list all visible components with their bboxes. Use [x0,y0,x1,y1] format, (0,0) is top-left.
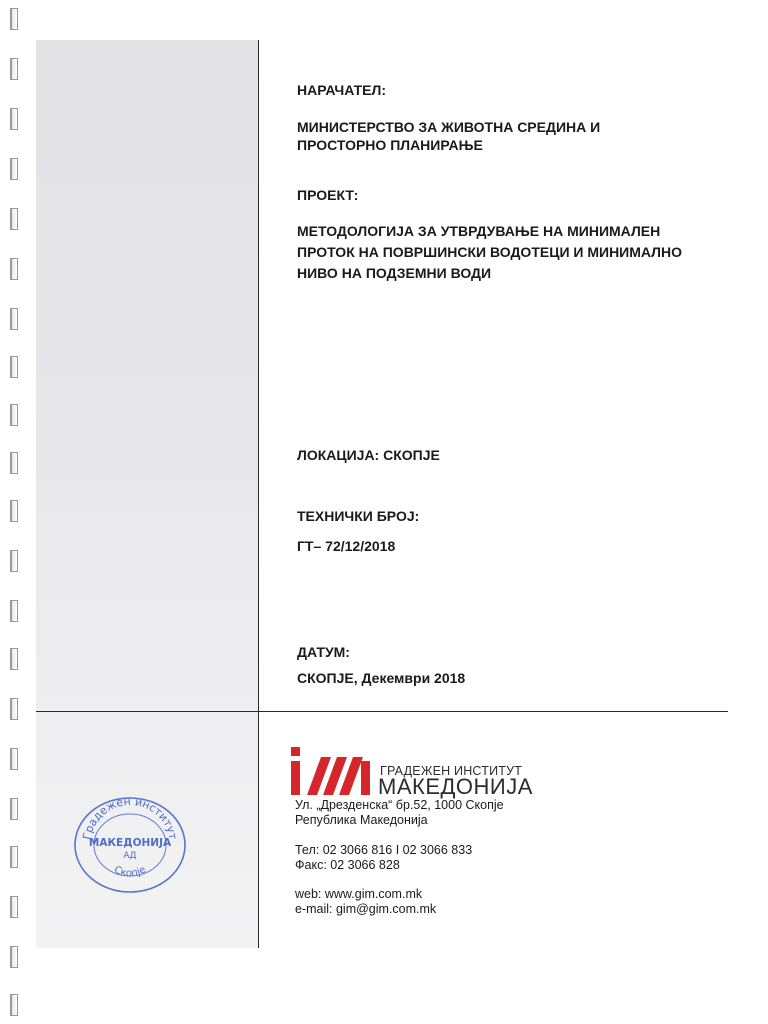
stamp-center-line2: АД [123,851,137,861]
binding-hole [10,258,18,280]
project-heading: ПРОЕКТ: [297,187,359,203]
binding-hole [10,846,18,868]
binding-hole [10,896,18,918]
binding-hole [10,500,18,522]
binding-hole [10,404,18,426]
company-email: e-mail: gim@gim.com.mk [295,902,437,916]
binding-hole [10,108,18,130]
binding-hole [10,798,18,820]
binding-hole [10,946,18,968]
binding-hole [10,58,18,80]
binding-hole [10,600,18,622]
location: ЛОКАЦИЈА: СКОПЈЕ [297,447,440,463]
binding-hole [10,208,18,230]
client-name-line2: ПРОСТОРНО ПЛАНИРАЊЕ [297,137,483,153]
stamp-bottom-text: Скопје [112,864,148,880]
binding-hole [10,308,18,330]
company-stamp [72,795,188,895]
client-heading: НАРАЧАТЕЛ: [297,82,386,98]
company-address: Ул. „Дрезденска“ бр.52, 1000 Скопје [295,798,504,812]
stamp-center-line1: МАКЕДОНИЈА [88,837,172,849]
company-phone: Тел: 02 3066 816 I 02 3066 833 [295,843,473,857]
technical-number-heading: ТЕХНИЧКИ БРОЈ: [297,508,420,524]
technical-number: ГТ– 72/12/2018 [297,538,396,554]
binding-hole [10,158,18,180]
binding-hole [10,8,18,30]
date-heading: ДАТУМ: [297,644,350,660]
binding-hole [10,550,18,572]
project-title-line3: НИВО НА ПОДЗЕМНИ ВОДИ [297,265,492,281]
company-name-line2: МАКЕДОНИЈА [378,774,533,799]
company-name-line1: ГРАДЕЖЕН ИНСТИТУТ [380,764,523,778]
project-title-line1: МЕТОДОЛОГИЈА ЗА УТВРДУВАЊЕ НА МИНИМАЛЕН [297,223,661,239]
company-country: Република Македонија [295,813,428,827]
company-web: web: www.gim.com.mk [295,887,423,901]
company-fax: Факс: 02 3066 828 [295,858,400,872]
stamp-top-text: Градежен институт [80,795,180,841]
binding-hole [10,648,18,670]
binding-hole [10,452,18,474]
binding-hole [10,356,18,378]
vertical-divider [258,40,259,948]
binding-hole [10,698,18,720]
company-logo-icon [291,747,371,795]
horizontal-divider [36,711,728,712]
binding-hole [10,994,18,1016]
date-value: СКОПЈЕ, Декември 2018 [297,670,466,686]
project-title-line2: ПРОТОК НА ПОВРШИНСКИ ВОДОТЕЦИ И МИНИМАЛНО [297,244,683,260]
client-name-line1: МИНИСТЕРСТВО ЗА ЖИВОТНА СРЕДИНА И [297,119,601,135]
binding-holes [0,0,30,1024]
binding-hole [10,748,18,770]
